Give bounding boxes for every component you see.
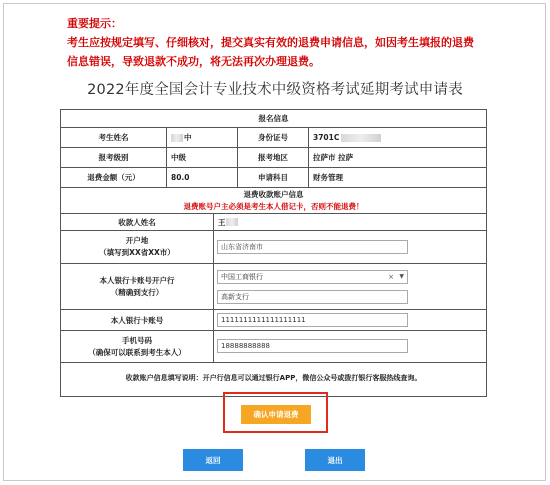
payee-value: 王 — [214, 214, 488, 230]
section-account-header — [61, 188, 486, 214]
exit-button[interactable]: 退出 — [305, 449, 365, 471]
important-notice — [67, 14, 487, 71]
row-phone — [61, 331, 486, 363]
name-value: 中 — [167, 128, 238, 147]
bank-name-select[interactable]: 中国工商银行 × ▼ — [217, 270, 408, 284]
section-registration-title: 报名信息 — [258, 114, 289, 123]
bank-location-label: 开户地 （填写到XX省XX市） — [61, 231, 214, 263]
name-label: 考生姓名 — [61, 128, 167, 147]
bank-branch-input[interactable]: 高新支行 — [217, 290, 408, 304]
row-level-area — [61, 148, 486, 168]
row-amount-subject — [61, 168, 486, 188]
card-number-input[interactable]: 1111111111111111111 — [217, 313, 408, 327]
bank-location-input[interactable]: 山东省济南市 — [217, 240, 408, 254]
blurred-mask — [226, 218, 238, 226]
amount-value: 80.0 — [167, 168, 238, 187]
phone-input[interactable]: 18888888888 — [217, 339, 408, 353]
chevron-down-icon[interactable]: ▼ — [399, 273, 404, 280]
account-warning: 退费账号户主必须是考生本人借记卡，否则不能退费！ — [183, 202, 364, 211]
amount-label: 退费金额（元） — [61, 168, 167, 187]
row-bank-location — [61, 231, 486, 264]
account-footer-note: 收款账户信息填写说明：开户行信息可以通过银行APP，微信公众号或拨打银行客服热线查询。 — [125, 374, 422, 382]
subject-value: 财务管理 — [313, 173, 343, 182]
area-value: 拉萨市 拉萨 — [313, 153, 354, 162]
confirm-refund-button[interactable]: 确认申请退费 — [241, 405, 311, 424]
id-label: 身份证号 — [238, 128, 309, 147]
bank-branch-label: 本人银行卡账号开户行 （精确到支行） — [61, 264, 214, 309]
level-label: 报考级别 — [61, 148, 167, 167]
area-label: 报考地区 — [238, 148, 309, 167]
section-registration-header — [61, 110, 486, 128]
row-payee — [61, 214, 486, 231]
application-form — [60, 109, 487, 397]
row-name-id — [61, 128, 486, 148]
clear-icon[interactable]: × — [388, 273, 394, 281]
blurred-mask — [341, 134, 381, 142]
row-card-number — [61, 310, 486, 331]
id-value: 3701C — [309, 128, 488, 147]
subject-label: 申请科目 — [238, 168, 309, 187]
payee-label: 收款人姓名 — [61, 214, 214, 230]
card-number-label: 本人银行卡账号 — [61, 310, 214, 330]
notice-line-2: 信息错误，导致退款不成功，将无法再次办理退费。 — [67, 55, 320, 68]
page-title: 2022年度全国会计专业技术中级资格考试延期考试申请表 — [87, 82, 463, 98]
level-value: 中级 — [167, 148, 238, 167]
back-button[interactable]: 返回 — [183, 449, 243, 471]
notice-line-1: 考生应按规定填写、仔细核对，提交真实有效的退费申请信息，如因考生填报的退费 — [67, 36, 474, 49]
row-bank-branch — [61, 264, 486, 310]
notice-heading: 重要提示： — [67, 17, 122, 30]
blurred-mask — [171, 134, 183, 142]
section-account-title: 退费收款账户信息 — [243, 190, 304, 199]
phone-label: 手机号码 （确保可以联系到考生本人） — [61, 331, 214, 362]
